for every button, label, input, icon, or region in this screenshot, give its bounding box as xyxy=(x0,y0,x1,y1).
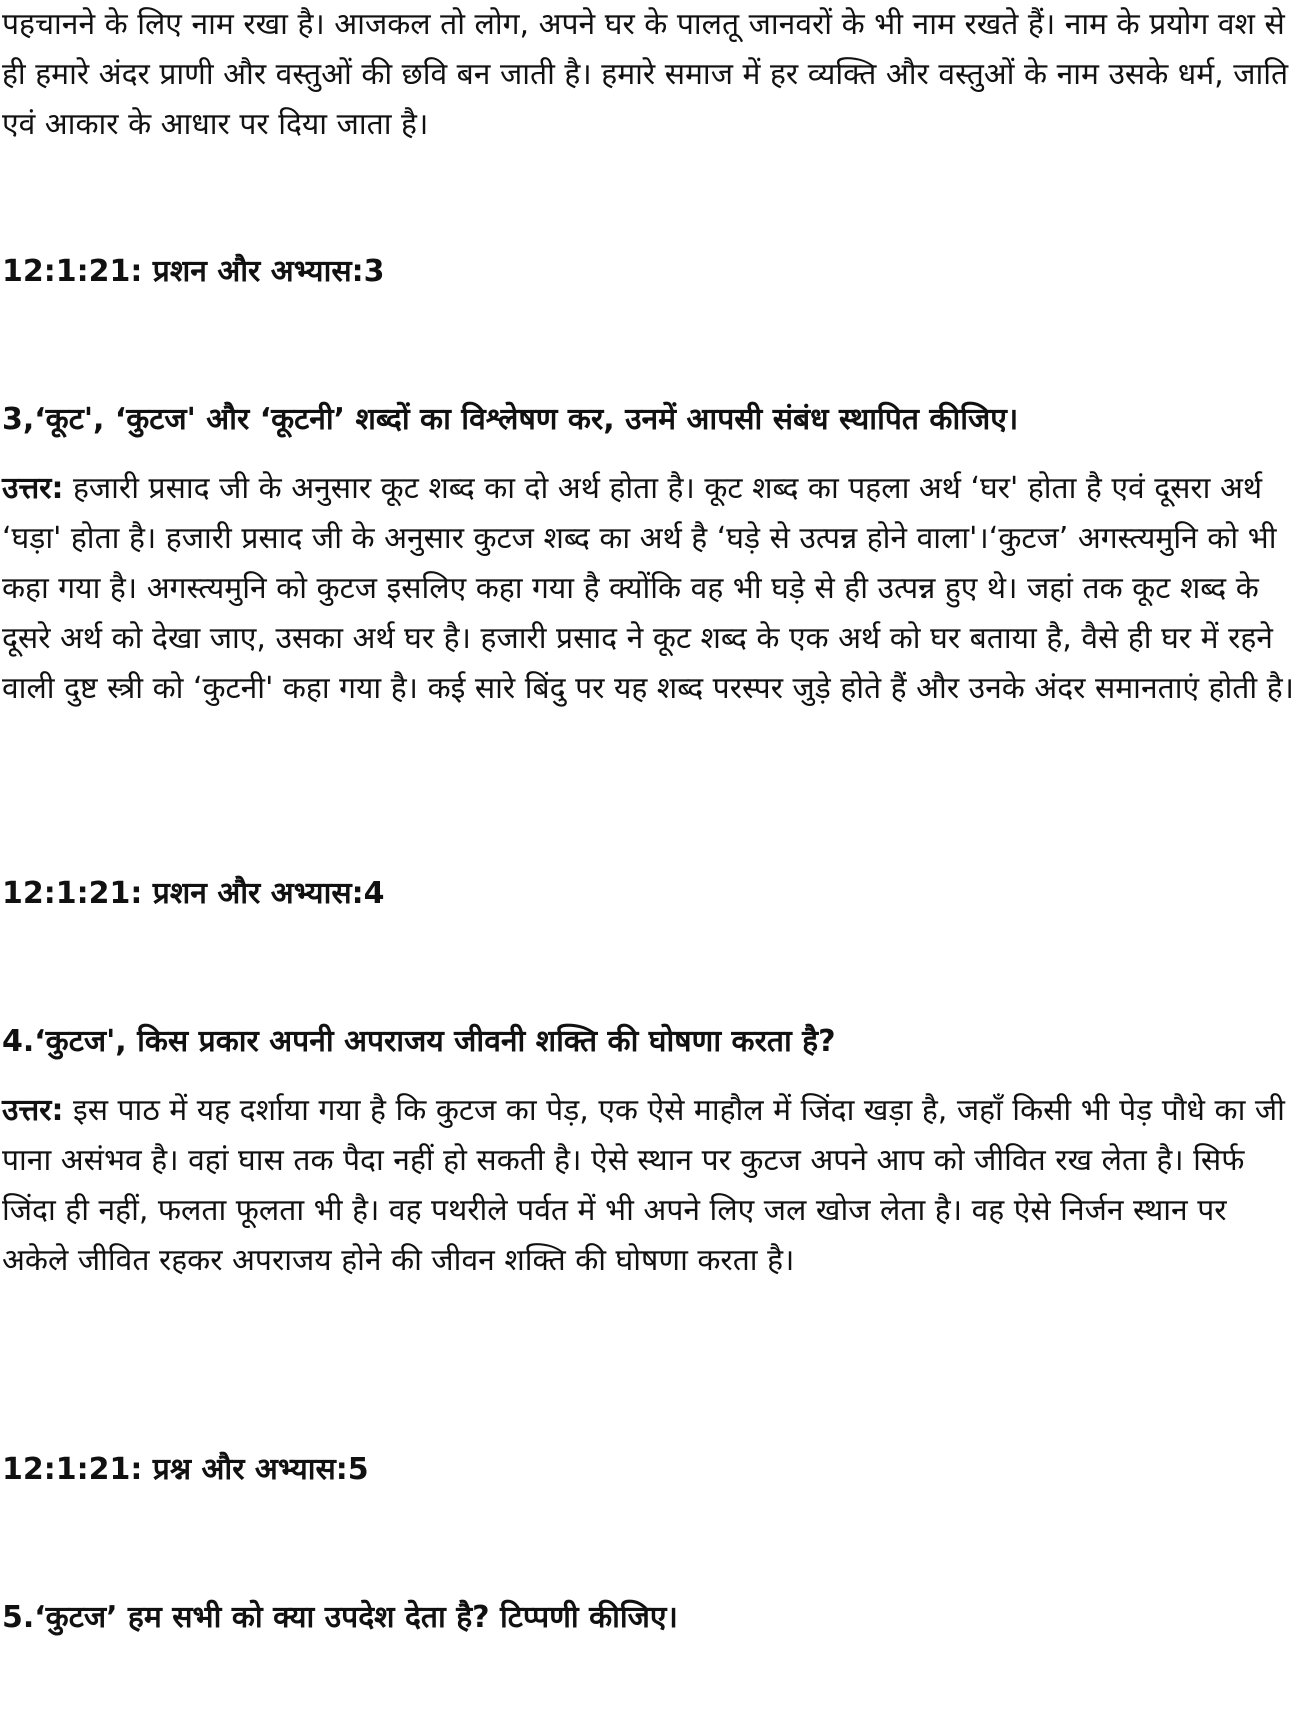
intro-paragraph: पहचानने के लिए नाम रखा है। आजकल तो लोग, अपने घर के पालतू जानवरों के भी नाम रखते हैं। नाम के प्रयोग वश से ही हमारे अंदर प्राणी और वस्तुओं की छवि बन जाती है। हमारे समाज में हर व्यक्ति और वस्तुओं के नाम उसके धर्म, जाति एवं आकार के आधार पर दिया जाता है। xyxy=(2,7,1289,142)
answer-text: हजारी प्रसाद जी के अनुसार कूट शब्द का दो अर्थ होता है। कूट शब्द का पहला अर्थ ‘घर' होता है एवं दूसरा अर्थ ‘घड़ा' होता है। हजारी प्रसाद जी के अनुसार कुटज शब्द का अर्थ है ‘घड़े से उत्पन्न होने वाला'।‘कुटज’ अगस्त्यमुनि को भी कहा गया है। अगस्त्यमुनि को कुटज इसलिए कहा गया है क्योंकि वह भी घड़े से ही उत्पन्न हुए थे। जहां तक कूट शब्द के दूसरे अर्थ को देखा जाए, उसका अर्थ घर है। हजारी प्रसाद ने कूट शब्द के एक अर्थ को घर बताया है, वैसे ही घर में रहने वाली दुष्ट स्त्री को ‘कुटनी' कहा गया है। कई सारे बिंदु पर यह शब्द परस्पर जुड़े होते हैं और उनके अंदर समानताएं होती है। xyxy=(2,471,1295,706)
question-5: 5.‘कुटज’ हम सभी को क्या उपदेश देता है? टिप्पणी कीजिए। xyxy=(2,1600,678,1635)
section-heading-3: 12:1:21: प्रशन और अभ्यास:3 xyxy=(2,254,385,289)
question-4: 4.‘कुटज', किस प्रकार अपनी अपराजय जीवनी शक्ति की घोषणा करता है? xyxy=(2,1024,836,1059)
answer-label: उत्तर: xyxy=(2,1093,64,1128)
answer-4 xyxy=(2,1086,1297,1286)
section-heading-5: 12:1:21: प्रश्न और अभ्यास:5 xyxy=(2,1452,369,1487)
question-3: 3,‘कूट', ‘कुटज' और ‘कूटनी’ शब्दों का विश्लेषण कर, उनमें आपसी संबंध स्थापित कीजिए। xyxy=(2,402,1019,437)
answer-3 xyxy=(2,464,1297,714)
section-heading-4: 12:1:21: प्रशन और अभ्यास:4 xyxy=(2,876,385,911)
answer-text: इस पाठ में यह दर्शाया गया है कि कुटज का पेड़, एक ऐसे माहौल में जिंदा खड़ा है, जहाँ किसी भी पेड़ पौधे का जी पाना असंभव है। वहां घास तक पैदा नहीं हो सकती है। ऐसे स्थान पर कुटज अपने आप को जीवित रख लेता है। सिर्फ जिंदा ही नहीं, फलता फूलता भी है। वह पथरीले पर्वत में भी अपने लिए जल खोज लेता है। वह ऐसे निर्जन स्थान पर अकेले जीवित रहकर अपराजय होने की जीवन शक्ति की घोषणा करता है। xyxy=(2,1093,1285,1278)
answer-label: उत्तर: xyxy=(2,471,64,506)
